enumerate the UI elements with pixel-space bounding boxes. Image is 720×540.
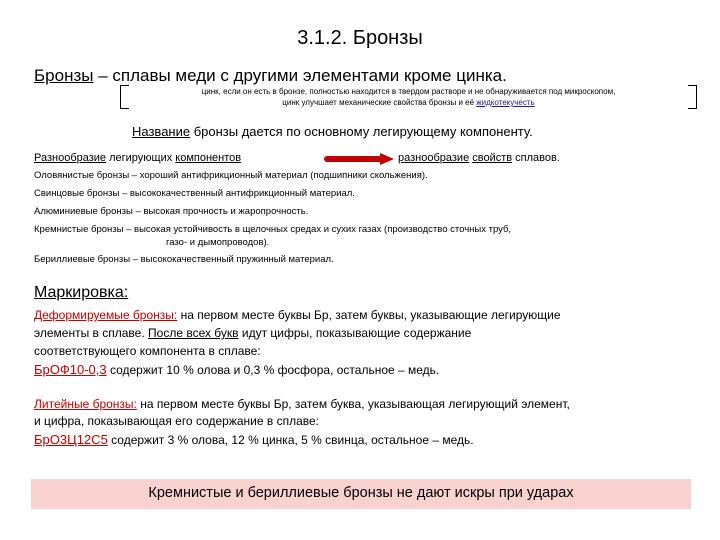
naming-label: Название — [132, 124, 191, 139]
wrought-text-2u: После всех букв — [148, 326, 239, 340]
list-item: Свинцовые бронзы – высококачественный антифрикционный материал. — [34, 188, 355, 199]
cast-text-1: на первом месте буквы Бр, затем буква, указывающая легирующий элемент, — [136, 397, 570, 411]
marking-heading: Маркировка: — [34, 284, 129, 301]
cast-grade-code: БрО3Ц12С5 — [34, 432, 108, 447]
cast-label: Литейные бронзы: — [34, 397, 137, 411]
diversity-mid: легирующих — [106, 152, 176, 164]
definition-term: Бронзы — [34, 66, 94, 85]
bronze-definition — [34, 66, 507, 86]
wrought-text-1: на первом месте буквы Бр, затем буквы, указывающие легирующие — [177, 308, 561, 322]
zinc-note-text: цинк улучшает механические свойства бронзы и её — [282, 98, 477, 107]
diversity-word-2: разнообразие — [398, 152, 470, 164]
naming-rule — [132, 124, 533, 139]
list-item: Бериллиевые бронзы – высококачественный пружинный материал. — [34, 254, 334, 265]
properties-word: свойств — [472, 152, 513, 164]
wrought-line3: соответствующего компонента в сплаве: — [34, 344, 261, 358]
components-word: компонентов — [175, 152, 242, 164]
wrought-text-2b: идут цифры, показывающие содержание — [238, 326, 472, 340]
wrought-grade-code: БрОФ10-0,3 — [34, 362, 107, 377]
cast-line2: и цифра, показывающая его содержание в сплаве: — [34, 414, 320, 428]
diversity-right — [398, 152, 560, 164]
diversity-left — [34, 152, 241, 164]
wrought-label: Деформируемые бронзы: — [34, 308, 178, 322]
list-item-continuation: газо- и дымопроводов). — [166, 237, 270, 248]
wrought-line1 — [34, 308, 561, 322]
cast-line1 — [34, 397, 570, 411]
fluidity-link[interactable]: жидкотекучесть — [476, 98, 535, 107]
wrought-text-2a: элементы в сплаве. — [34, 326, 149, 340]
wrought-example-text: содержит 10 % олова и 0,3 % фосфора, остальное – медь. — [106, 363, 440, 377]
wrought-example — [34, 362, 439, 377]
red-arrow-icon — [324, 153, 394, 165]
naming-text: бронзы дается по основному легирующему компоненту. — [190, 124, 533, 139]
slide-title: 3.1.2. Бронзы — [297, 27, 423, 49]
diversity-word: Разнообразие — [34, 152, 107, 164]
zinc-note-line2 — [131, 98, 686, 107]
cast-example — [34, 432, 474, 447]
list-item: Оловянистые бронзы – хороший антифрикционный материал (подшипники скольжения). — [34, 170, 428, 181]
cast-example-text: содержит 3 % олова, 12 % цинка, 5 % свинца, остальное – медь. — [107, 433, 474, 447]
alloys-text: сплавов. — [512, 152, 560, 164]
footer-text: Кремнистые и бериллиевые бронзы не дают искры при ударах — [148, 485, 574, 501]
zinc-note-line1: цинк, если он есть в бронзе, полностью находится в твердом растворе и не обнаруживается под микроскопом, — [201, 87, 616, 96]
note-right-bracket — [688, 85, 697, 109]
list-item: Алюминиевые бронзы – высокая прочность и жаропрочность. — [34, 206, 309, 217]
footer-banner — [31, 479, 691, 509]
list-item: Кремнистые бронзы – высокая устойчивость в щелочных средах и сухих газах (производство сточных труб, — [34, 224, 512, 235]
definition-text: – сплавы меди с другими элементами кроме цинка. — [93, 66, 507, 85]
wrought-line2 — [34, 326, 471, 340]
note-left-bracket — [120, 85, 129, 109]
